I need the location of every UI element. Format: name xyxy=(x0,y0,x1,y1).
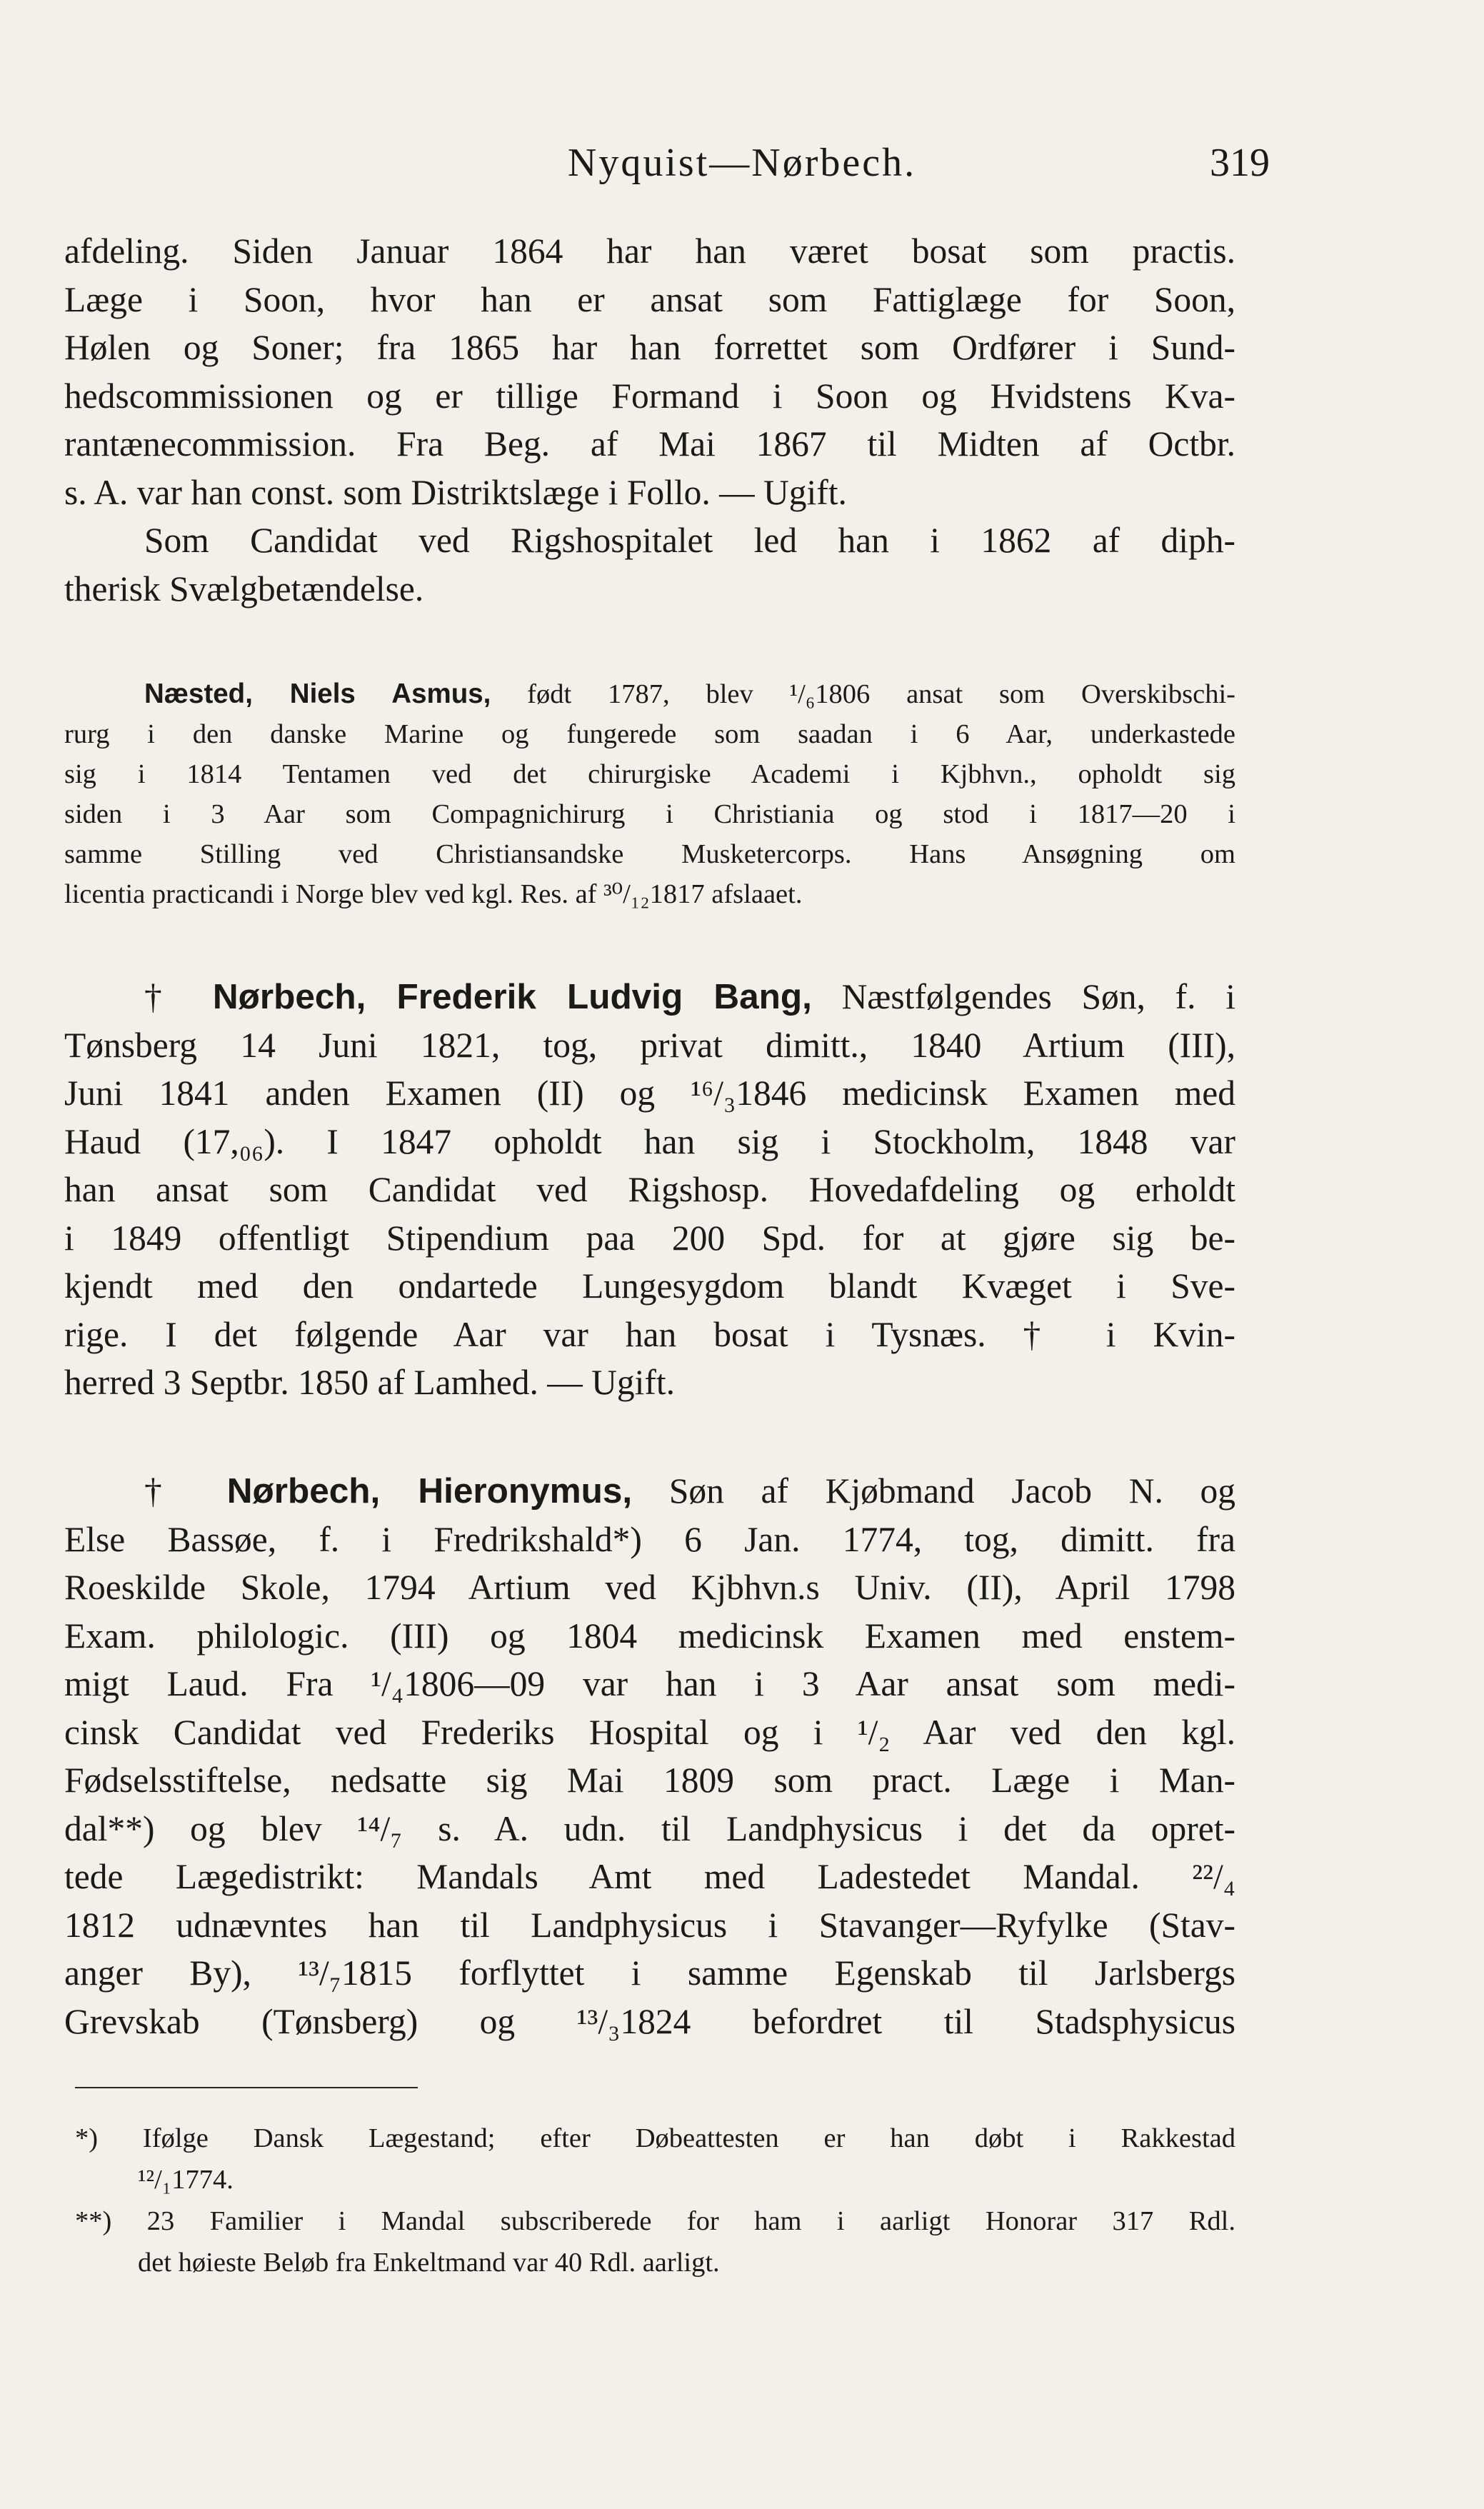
text-line: licentia practicandi i Norge blev ved kgl. Res. af ³⁰/₁₂1817 afslaaet. xyxy=(64,879,803,909)
continued-entry xyxy=(64,227,1235,613)
footnote: *) Ifølge Dansk Lægestand; efter Døbeattesten er han døbt i Rakkestad xyxy=(75,2123,1235,2153)
text-line: Hølen og Soner; fra 1865 har han forrettet som Ordfører i Sund- xyxy=(64,328,1235,367)
dagger-mark: † xyxy=(144,977,184,1016)
entry-name: Nørbech, Frederik Ludvig Bang, xyxy=(212,977,812,1016)
text-line: therisk Svælgbetændelse. xyxy=(64,569,424,609)
text-line: Grevskab (Tønsberg) og ¹³/₃1824 befordret til Stadsphysicus xyxy=(64,2001,1235,2041)
text-line: 1812 udnævntes han til Landphysicus i Stavanger—Ryfylke (Stav- xyxy=(64,1905,1235,1945)
entry-first-line xyxy=(64,674,1235,714)
text-line: samme Stilling ved Christiansandske Musketercorps. Hans Ansøgning om xyxy=(64,839,1235,869)
text-line: Else Bassøe, f. i Fredrikshald*) 6 Jan. 1774, tog, dimitt. fra xyxy=(64,1519,1235,1559)
text-line: Fødselsstiftelse, nedsatte sig Mai 1809 som pract. Læge i Man- xyxy=(64,1761,1235,1800)
text-line: Exam. philologic. (III) og 1804 medicinsk Examen med enstem- xyxy=(64,1616,1235,1656)
entry-name: Næsted, Niels Asmus, xyxy=(144,678,491,709)
footnotes xyxy=(75,2118,1235,2283)
entry-norbech-frederik xyxy=(64,973,1235,1407)
text-line: s. A. var han const. som Distriktslæge i Follo. — Ugift. xyxy=(64,472,847,512)
text-line: anger By), ¹³/₇1815 forflyttet i samme Egenskab til Jarlsbergs xyxy=(64,1953,1235,1993)
footnote-continuation: ¹²/₁1774. xyxy=(138,2165,234,2195)
entry-norbech-hieronymus xyxy=(64,1467,1235,2045)
text-line: herred 3 Septbr. 1850 af Lamhed. — Ugift. xyxy=(64,1363,676,1402)
text-line: siden i 3 Aar som Compagnichirurg i Christiania og stod i 1817—20 i xyxy=(64,799,1235,829)
text-line: cinsk Candidat ved Frederiks Hospital og i ¹/₂ Aar ved den kgl. xyxy=(64,1712,1235,1752)
text-line: kjendt med den ondartede Lungesygdom blandt Kvæget i Sve- xyxy=(64,1266,1235,1306)
entry-first-line xyxy=(64,1467,1235,1516)
footnote: **) 23 Familier i Mandal subscriberede for ham i aarligt Honorar 317 Rdl. xyxy=(75,2206,1235,2236)
text-line: Roeskilde Skole, 1794 Artium ved Kjbhvn.s Univ. (II), April 1798 xyxy=(64,1568,1235,1607)
page-number: 319 xyxy=(1210,141,1270,185)
text-line: rantænecommission. Fra Beg. af Mai 1867 til Midten af Octbr. xyxy=(64,424,1235,464)
dagger-mark: † xyxy=(144,1471,191,1511)
text-line: Haud (17,₀₆). I 1847 opholdt han sig i Stockholm, 1848 var xyxy=(64,1121,1235,1161)
text-line: migt Laud. Fra ¹/₄1806—09 var han i 3 Aar ansat som medi- xyxy=(64,1664,1235,1703)
entry-text: Søn af Kjøbmand Jacob N. og xyxy=(632,1471,1236,1511)
text-line: hedscommissionen og er tillige Formand i Soon og Hvidstens Kva- xyxy=(64,376,1235,416)
text-line: han ansat som Candidat ved Rigshosp. Hovedafdeling og erholdt xyxy=(64,1170,1235,1209)
running-head: Nyquist—Nørbech. xyxy=(567,141,917,185)
text-line: i 1849 offentligt Stipendium paa 200 Spd. for at gjøre sig be- xyxy=(64,1218,1235,1258)
text-line: Som Candidat ved Rigshospitalet led han i 1862 af diph- xyxy=(144,521,1235,560)
page-header xyxy=(0,140,1484,197)
entry-name: Nørbech, Hieronymus, xyxy=(226,1471,633,1511)
text-line: dal**) og blev ¹⁴/₇ s. A. udn. til Landphysicus i det da opret- xyxy=(64,1808,1235,1848)
footnote-continuation: det høieste Beløb fra Enkeltmand var 40 Rdl. aarligt. xyxy=(138,2248,720,2278)
footnote-rule xyxy=(75,2087,418,2088)
entry-text: Næstfølgendes Søn, f. i xyxy=(811,977,1236,1016)
text-line: Juni 1841 anden Examen (II) og ¹⁶/₃1846 medicinsk Examen med xyxy=(64,1073,1235,1113)
entry-naested xyxy=(64,674,1235,914)
text-line: rurg i den danske Marine og fungerede som saadan i 6 Aar, underkastede xyxy=(64,719,1235,749)
text-line: tede Lægedistrikt: Mandals Amt med Ladestedet Mandal. ²²/₄ xyxy=(64,1857,1235,1896)
entry-first-line xyxy=(64,973,1235,1021)
text-line: Læge i Soon, hvor han er ansat som Fattiglæge for Soon, xyxy=(64,279,1235,319)
text-line: rige. I det følgende Aar var han bosat i Tysnæs. † i Kvin- xyxy=(64,1314,1235,1354)
entry-text: født 1787, blev ¹/₆1806 ansat som Overskibschi- xyxy=(491,679,1235,709)
text-line: sig i 1814 Tentamen ved det chirurgiske Academi i Kjbhvn., opholdt sig xyxy=(64,759,1235,789)
text-line: afdeling. Siden Januar 1864 har han været bosat som practis. xyxy=(64,231,1235,271)
text-line: Tønsberg 14 Juni 1821, tog, privat dimitt., 1840 Artium (III), xyxy=(64,1025,1235,1065)
